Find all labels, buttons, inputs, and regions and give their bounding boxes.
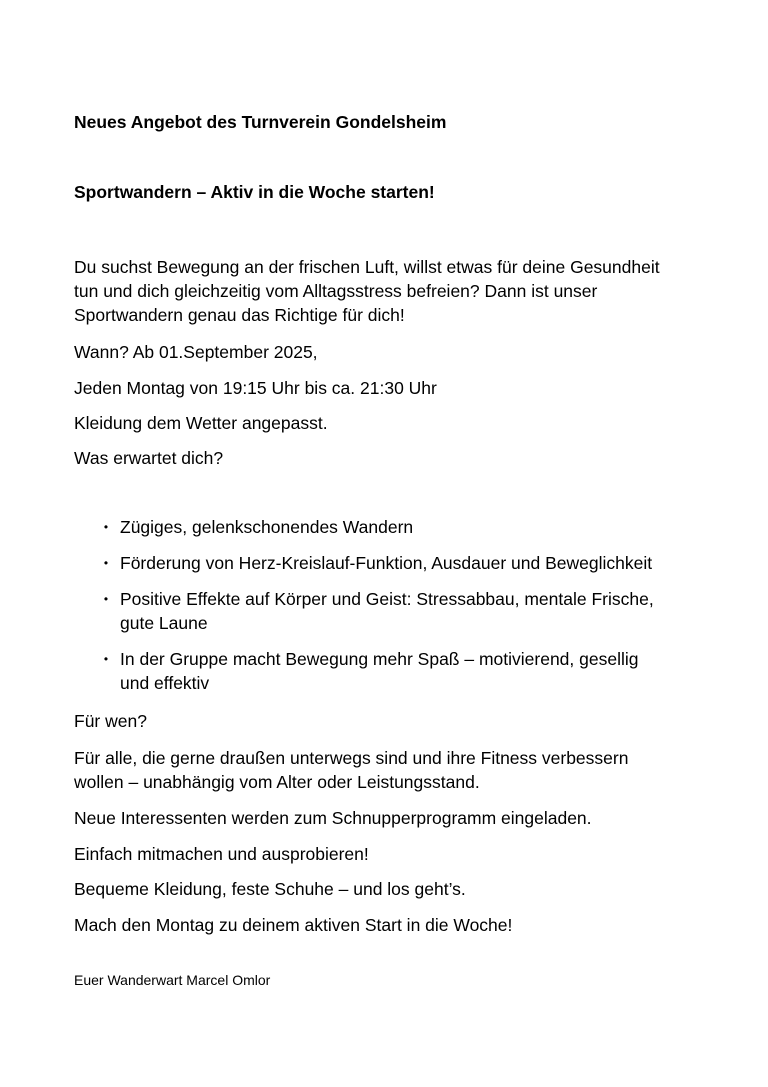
for-whom-line-1: Für alle, die gerne draußen unterwegs sind und ihre Fitness verbessern bbox=[74, 748, 629, 768]
for-whom-line-2: wollen – unabhängig vom Alter oder Leistungsstand. bbox=[74, 772, 480, 792]
expect-question: Was erwartet dich? bbox=[74, 448, 224, 468]
when-line: Wann? Ab 01.September 2025, bbox=[74, 342, 318, 362]
comfy-line: Bequeme Kleidung, feste Schuhe – und los geht’s. bbox=[74, 879, 466, 899]
bullet-icon: • bbox=[103, 556, 109, 570]
new-interested-line: Neue Interessenten werden zum Schnupperprogramm eingeladen. bbox=[74, 808, 592, 828]
list-item bbox=[74, 647, 734, 695]
bullet-icon: • bbox=[103, 520, 109, 534]
list-item-text: Positive Effekte auf Körper und Geist: Stressabbau, mentale Frische, bbox=[120, 589, 654, 609]
list-item bbox=[74, 551, 734, 575]
list-item-text: Zügiges, gelenkschonendes Wandern bbox=[120, 517, 414, 537]
list-item-text: Förderung von Herz-Kreislauf-Funktion, Ausdauer und Beweglichkeit bbox=[120, 553, 653, 573]
intro-line-2: tun und dich gleichzeitig vom Alltagsstress befreien? Dann ist unser bbox=[74, 281, 598, 301]
bullet-icon: • bbox=[103, 592, 109, 606]
list-item bbox=[74, 587, 734, 635]
closing-line: Mach den Montag zu deinem aktiven Start in die Woche! bbox=[74, 915, 513, 935]
just-join-line: Einfach mitmachen und ausprobieren! bbox=[74, 844, 369, 864]
signature: Euer Wanderwart Marcel Omlor bbox=[74, 972, 271, 988]
clothing-line: Kleidung dem Wetter angepasst. bbox=[74, 413, 328, 433]
document-heading: Neues Angebot des Turnverein Gondelsheim bbox=[74, 112, 447, 132]
intro-line-3: Sportwandern genau das Richtige für dich! bbox=[74, 305, 405, 325]
intro-line-1: Du suchst Bewegung an der frischen Luft, willst etwas für deine Gesundheit bbox=[74, 257, 660, 277]
list-item bbox=[74, 515, 734, 539]
benefits-list bbox=[74, 515, 734, 695]
for-whom-question: Für wen? bbox=[74, 711, 147, 731]
list-item-text-continued: und effektiv bbox=[120, 673, 210, 693]
bullet-icon: • bbox=[103, 652, 109, 666]
list-item-text-continued: gute Laune bbox=[120, 613, 208, 633]
list-item-text: In der Gruppe macht Bewegung mehr Spaß – motivierend, gesellig bbox=[120, 649, 639, 669]
schedule-line: Jeden Montag von 19:15 Uhr bis ca. 21:30 Uhr bbox=[74, 378, 437, 398]
document-subheading: Sportwandern – Aktiv in die Woche starten! bbox=[74, 182, 435, 202]
